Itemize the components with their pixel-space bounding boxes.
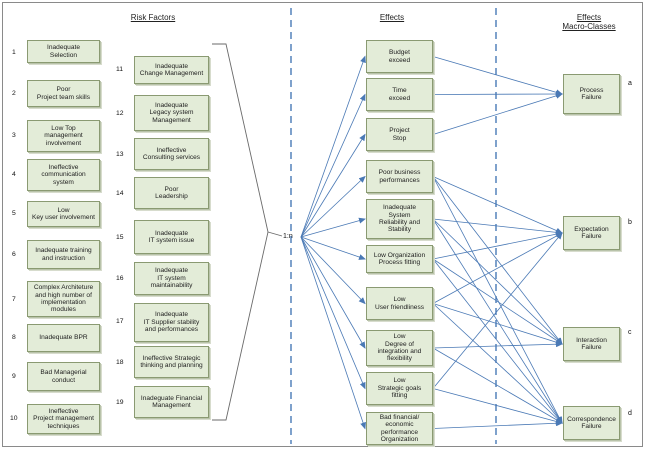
- risk-factor-box: Complex Architeture and high number of implementation modules: [27, 281, 100, 317]
- macro-class-letter: d: [628, 410, 632, 417]
- risk-factor-number: 11: [116, 66, 124, 73]
- effect-link-arrow: [433, 389, 562, 424]
- risk-factor-box: Inadequate Selection: [27, 40, 100, 63]
- risk-factor-number: 6: [12, 251, 16, 258]
- risk-factor-number: 4: [12, 171, 16, 178]
- risk-factor-number: 13: [116, 151, 124, 158]
- effect-link-arrow: [433, 259, 562, 344]
- effect-box: Time exceed: [366, 78, 433, 111]
- risk-factor-number: 18: [116, 359, 124, 366]
- risk-factor-number: 14: [116, 190, 124, 197]
- effect-link-arrow: [433, 177, 562, 234]
- fan-out-arrow: [301, 57, 365, 238]
- effect-link-arrow: [433, 344, 562, 348]
- effect-link-arrow: [433, 177, 562, 345]
- macro-class-box: Expectation Failure: [563, 216, 620, 250]
- effect-link-arrow: [433, 177, 562, 424]
- risk-factor-number: 8: [12, 334, 16, 341]
- fan-out-arrow: [301, 237, 365, 429]
- effect-box: Inadequate System Reliability and Stability: [366, 199, 433, 239]
- fan-out-arrow: [301, 95, 365, 238]
- risk-factor-box: Low Key user involvement: [27, 201, 100, 227]
- effect-box: Low Strategic goals fitting: [366, 372, 433, 405]
- effect-box: Poor business performances: [366, 160, 433, 193]
- risk-factor-number: 17: [116, 318, 124, 325]
- header-risk-factors: Risk Factors: [130, 13, 176, 22]
- effect-box: Low User friendliness: [366, 287, 433, 320]
- risk-factor-number: 15: [116, 234, 124, 241]
- risk-factor-box: Low Top management involvement: [27, 120, 100, 152]
- effect-box: Project Stop: [366, 118, 433, 151]
- relation-one-to-many-label: 1:n: [283, 233, 293, 240]
- macro-class-box: Process Failure: [563, 74, 620, 114]
- macro-class-letter: a: [628, 80, 632, 87]
- risk-factor-number: 9: [12, 373, 16, 380]
- fan-out-arrow: [301, 237, 365, 259]
- effect-box: Low Degree of integration and flexibility: [366, 330, 433, 366]
- risk-factor-box: Inadequate training and instruction: [27, 240, 100, 269]
- risk-factor-number: 10: [10, 415, 18, 422]
- risk-factor-number: 1: [12, 49, 16, 56]
- risk-factor-box: Inadequate Legacy system Management: [134, 95, 209, 131]
- effect-link-arrow: [433, 423, 562, 429]
- macro-class-box: Interaction Failure: [563, 327, 620, 361]
- risk-factor-number: 19: [116, 399, 124, 406]
- risk-factor-box: Ineffective Project management techniques: [27, 404, 100, 434]
- risk-factor-box: Ineffective Consulting services: [134, 138, 209, 170]
- macro-class-letter: b: [628, 219, 632, 226]
- risk-factor-box: Inadequate Change Management: [134, 56, 209, 84]
- risk-factor-box: Bad Managerial conduct: [27, 362, 100, 391]
- macro-class-letter: c: [628, 329, 632, 336]
- effect-link-arrow: [433, 219, 562, 344]
- effect-link-arrow: [433, 233, 562, 259]
- effect-link-arrow: [433, 94, 562, 95]
- risk-factor-number: 7: [12, 296, 16, 303]
- effect-link-arrow: [433, 304, 562, 345]
- effect-link-arrow: [433, 233, 562, 304]
- fan-out-arrow: [301, 237, 365, 389]
- risk-factor-number: 12: [116, 110, 124, 117]
- risk-factor-number: 5: [12, 210, 16, 217]
- risk-factor-box: Inadequate IT system maintainability: [134, 262, 209, 295]
- macro-class-box: Correspondence Failure: [563, 406, 620, 440]
- effect-link-arrow: [433, 233, 562, 389]
- bracket-tail: [268, 232, 282, 236]
- fan-out-arrow: [301, 237, 365, 348]
- effect-box: Budget exceed: [366, 40, 433, 73]
- risk-factor-box: Poor Project team skills: [27, 80, 100, 107]
- risk-factor-box: Ineffective communication system: [27, 159, 100, 191]
- effect-box: Bad financial/ economic performance Organization: [366, 412, 433, 445]
- effect-link-arrow: [433, 219, 562, 233]
- risk-factors-bracket: [212, 44, 268, 420]
- fan-out-arrow: [301, 237, 365, 304]
- risk-factor-number: 2: [12, 90, 16, 97]
- header-effects: Effects: [379, 13, 405, 22]
- risk-factor-box: Inadequate IT system issue: [134, 220, 209, 254]
- effect-link-arrow: [433, 259, 562, 423]
- risk-factor-box: Poor Leadership: [134, 177, 209, 209]
- risk-factor-box: Inadeguate Financial Management: [134, 386, 209, 418]
- effect-link-arrow: [433, 94, 562, 135]
- risk-factor-number: 3: [12, 132, 16, 139]
- risk-factor-box: Inadequate BPR: [27, 324, 100, 352]
- risk-factor-number: 16: [116, 275, 124, 282]
- effect-link-arrow: [433, 57, 562, 95]
- header-macro-classes: Effects Macro-Classes: [562, 13, 616, 31]
- risk-factor-box: Ineffective Strategic thinking and planning: [134, 346, 209, 378]
- risk-factor-box: Inadequate IT Supplier stability and performances: [134, 303, 209, 342]
- effect-box: Low Organization Process fitting: [366, 245, 433, 273]
